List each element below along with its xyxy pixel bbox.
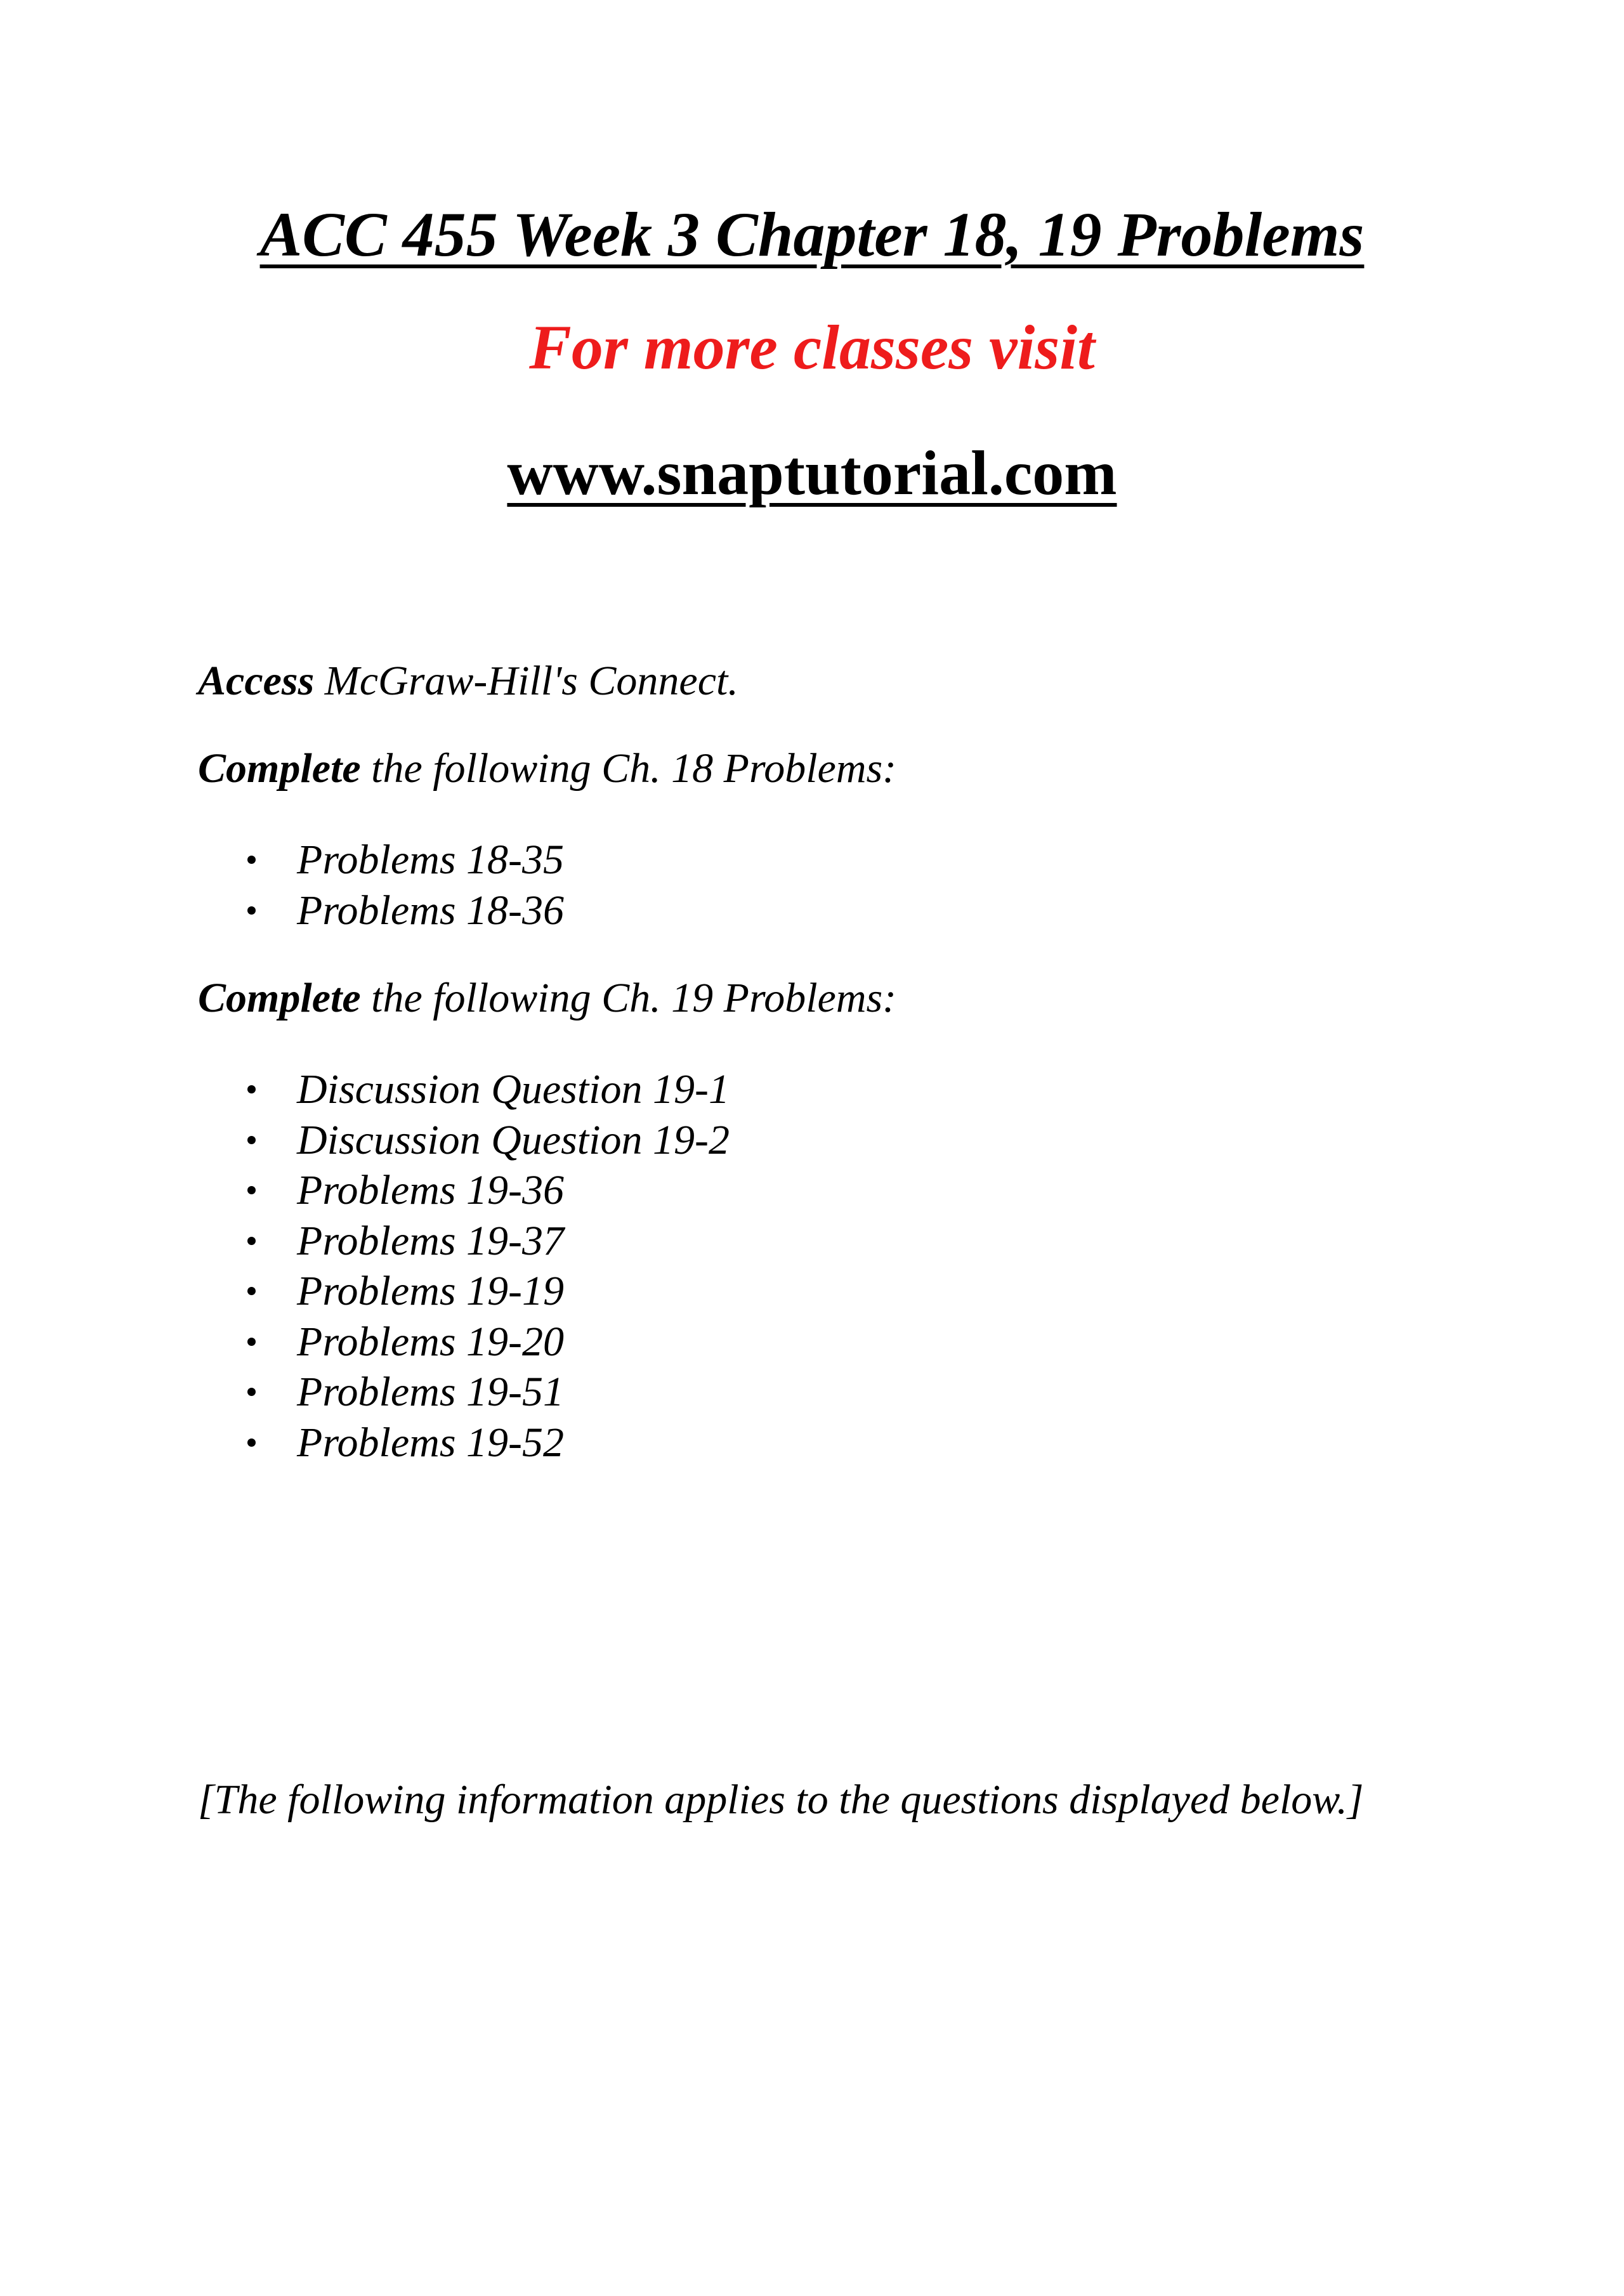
ch19-problem-list (0, 1064, 1015, 1468)
list-item (0, 1165, 1015, 1216)
bullet-icon (247, 1085, 256, 1093)
list-item (0, 1317, 1015, 1367)
list-item-text: Discussion Question 19-2 (297, 1116, 730, 1163)
ch19-rest: the following Ch. 19 Problems: (360, 975, 897, 1021)
list-item (0, 1115, 1015, 1166)
list-item-text: Problems 18-36 (297, 887, 565, 934)
list-item-text: Problems 19-37 (297, 1217, 565, 1264)
bullet-icon (247, 1237, 256, 1245)
list-item-text: Problems 19-36 (297, 1167, 565, 1213)
ch18-instruction (198, 743, 896, 793)
bullet-icon (247, 906, 256, 915)
bullet-icon (247, 1438, 256, 1447)
list-item-text: Problems 19-51 (297, 1369, 565, 1415)
list-item (0, 1216, 1015, 1267)
ch18-rest: the following Ch. 18 Problems: (360, 745, 897, 792)
bullet-icon (247, 1186, 256, 1194)
bullet-icon (247, 856, 256, 864)
bullet-icon (247, 1136, 256, 1144)
document-title: ACC 455 Week 3 Chapter 18, 19 Problems (259, 199, 1365, 270)
list-item-text: Problems 19-19 (297, 1268, 565, 1314)
list-item (0, 1064, 1015, 1115)
list-item (0, 1367, 1015, 1418)
ch18-problem-list (0, 835, 1015, 936)
list-item (0, 885, 1015, 936)
list-item (0, 1266, 1015, 1317)
access-lead: Access (198, 658, 315, 704)
list-item-text: Discussion Question 19-1 (297, 1066, 730, 1112)
ch18-lead: Complete (198, 745, 361, 792)
list-item-text: Problems 19-20 (297, 1318, 565, 1365)
list-item (0, 835, 1015, 885)
access-instruction (198, 656, 738, 706)
list-item-text: Problems 19-52 (297, 1419, 565, 1466)
bullet-icon (247, 1287, 256, 1295)
list-item-text: Problems 18-35 (297, 837, 565, 883)
ch19-lead: Complete (198, 975, 361, 1021)
website-link[interactable]: www.snaptutorial.com (507, 438, 1117, 508)
info-note: [The following information applies to the questions displayed below.] (198, 1777, 1364, 1823)
list-item (0, 1418, 1015, 1468)
promo-text: For more classes visit (529, 312, 1095, 382)
access-rest: McGraw-Hill's Connect. (314, 658, 738, 704)
bullet-icon (247, 1388, 256, 1396)
bullet-icon (247, 1338, 256, 1346)
ch19-instruction (198, 973, 896, 1023)
